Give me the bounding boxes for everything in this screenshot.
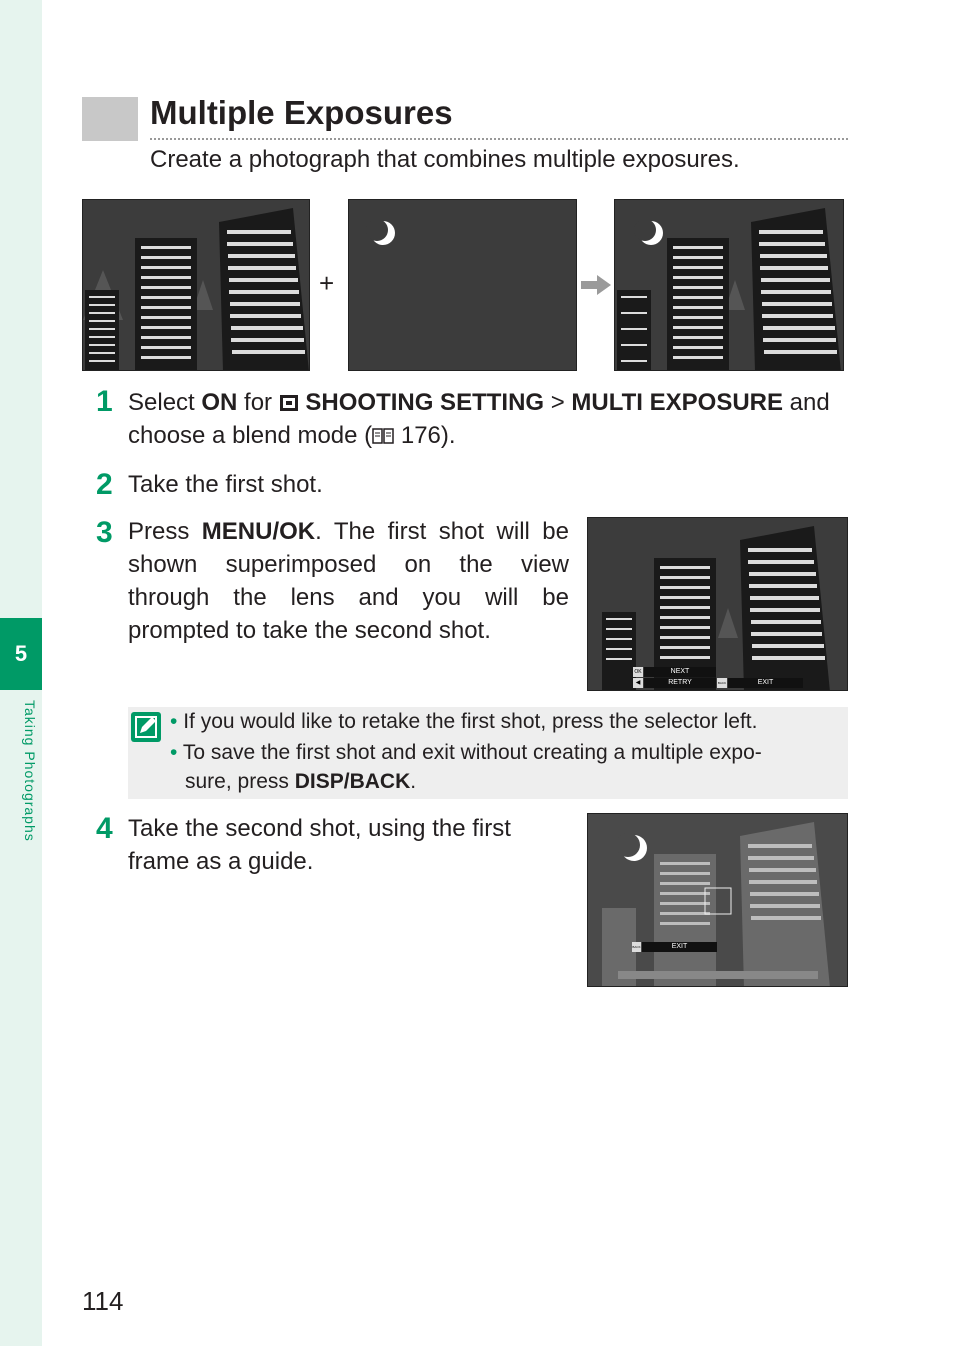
book-icon bbox=[372, 421, 394, 439]
note-bullet-2: • To save the first shot and exit without creating a multiple expo- bbox=[170, 741, 762, 764]
step-1-line2: choose a blend mode ( bbox=[128, 422, 373, 449]
chapter-label: Taking Photographs bbox=[22, 700, 38, 842]
step-4-text: Take the second shot, using the first frame as a guide. bbox=[128, 815, 511, 875]
step-1-text bbox=[128, 386, 852, 452]
second-exposure-photo bbox=[348, 199, 577, 371]
step-1-for: for bbox=[237, 389, 279, 416]
first-exposure-photo bbox=[82, 199, 310, 371]
intro-text: Create a photograph that combines multiple exposures. bbox=[150, 146, 740, 173]
step-2-number: 2 bbox=[96, 468, 113, 501]
retry-label: RETRY bbox=[644, 678, 716, 688]
step-1-gt: > bbox=[544, 389, 572, 416]
step-1-prefix: Select bbox=[128, 389, 202, 416]
title-marker-box bbox=[82, 97, 138, 141]
step-1-number: 1 bbox=[96, 385, 113, 418]
next-label: NEXT bbox=[644, 667, 716, 677]
step-3-number: 3 bbox=[96, 516, 113, 549]
step-1-shooting-setting: SHOOTING SETTING bbox=[298, 389, 545, 416]
page-title: Multiple Exposures bbox=[150, 94, 453, 131]
step-1-ref: 176). bbox=[394, 422, 456, 449]
step-4-exit-label: EXIT bbox=[642, 942, 717, 952]
step-3-text bbox=[128, 515, 569, 647]
step-3-body: . The first shot will be shown superimposed on the view through the lens and you will be prompted to take the second shot. bbox=[128, 518, 569, 644]
camera-icon bbox=[279, 388, 299, 406]
note-bullet-1-text: If you would like to retake the first shot, press the selector left. bbox=[183, 710, 758, 733]
step-4-number: 4 bbox=[96, 812, 113, 845]
note-bullet-2-line1: To save the first shot and exit without creating a multiple expo- bbox=[182, 741, 762, 764]
step-1-suffix: and bbox=[783, 389, 830, 416]
ok-key-icon: OK bbox=[634, 669, 642, 675]
step-3-press: Press bbox=[128, 518, 202, 545]
arrow-right-icon bbox=[581, 275, 611, 299]
disp-back-key: DISP/BACK bbox=[294, 770, 411, 793]
note-bullet-1: • If you would like to retake the first shot, press the selector left. bbox=[170, 710, 758, 733]
step-3-screen bbox=[587, 517, 848, 691]
note-bullet-2-suffix: . bbox=[410, 770, 417, 793]
pencil-note-icon bbox=[131, 712, 161, 742]
title-divider bbox=[150, 138, 848, 140]
step-1-multi-exposure: MULTI EXPOSURE bbox=[571, 389, 783, 416]
step-4-back-key-icon: BACK bbox=[632, 942, 641, 952]
back-key-icon: BACK bbox=[717, 678, 727, 688]
step-1-on: ON bbox=[201, 389, 238, 416]
chapter-number-tab: 5 bbox=[0, 618, 42, 690]
note-bullet-2-cont bbox=[185, 767, 416, 796]
menu-ok-key: MENU/OK bbox=[201, 518, 316, 545]
exit-label: EXIT bbox=[728, 678, 803, 688]
plus-symbol: + bbox=[319, 268, 335, 298]
combined-photo bbox=[614, 199, 844, 371]
step-2-text: Take the first shot. bbox=[128, 471, 323, 498]
note-bullet-2-prefix: sure, press bbox=[185, 770, 295, 793]
left-key-icon: ◀ bbox=[633, 678, 643, 688]
step-4-screen bbox=[587, 813, 848, 987]
page-number: 114 bbox=[82, 1286, 124, 1316]
